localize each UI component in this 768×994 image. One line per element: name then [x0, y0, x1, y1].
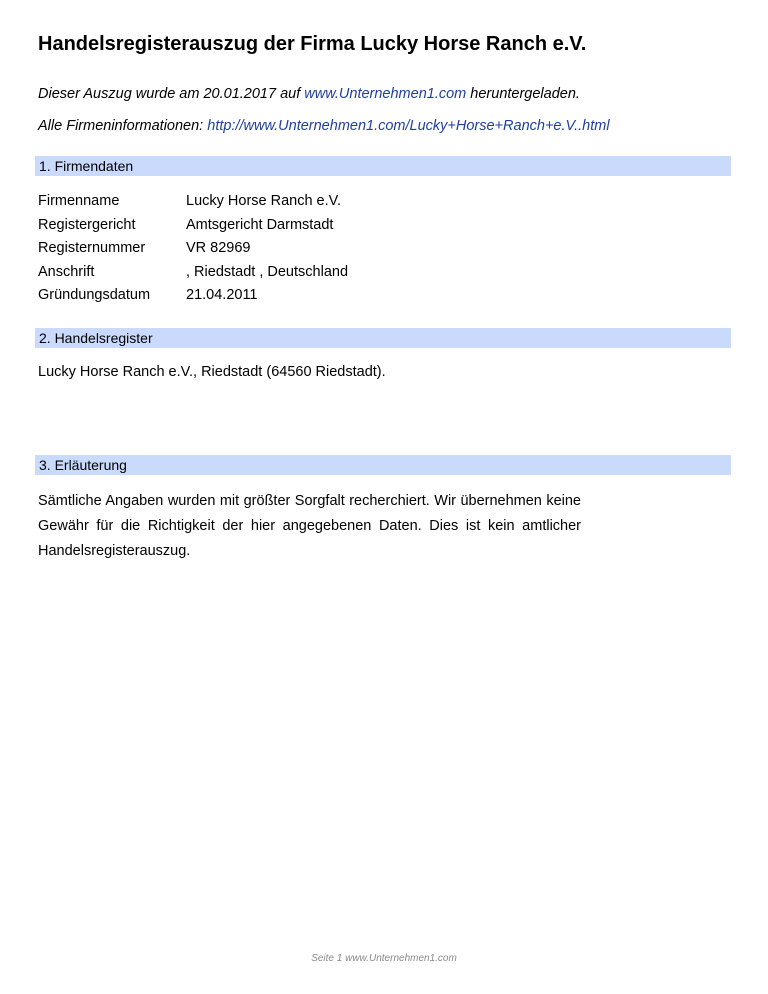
table-row	[38, 286, 718, 310]
company-info-line	[38, 118, 610, 134]
company-data-table	[38, 192, 718, 310]
field-label: Anschrift	[38, 263, 95, 280]
download-info	[38, 86, 580, 102]
field-value: 21.04.2011	[186, 287, 258, 303]
page-footer: Seite 1 www.Unternehmen1.com	[311, 953, 457, 964]
section-heading-handelsregister: 2. Handelsregister	[35, 328, 731, 348]
table-row	[38, 192, 718, 216]
table-row	[38, 239, 718, 263]
field-value: VR 82969	[186, 240, 251, 256]
field-value: , Riedstadt , Deutschland	[186, 263, 349, 280]
page-title: Handelsregisterauszug der Firma Lucky Horse Ranch e.V.	[38, 33, 587, 55]
field-label: Gründungsdatum	[38, 287, 151, 303]
section-heading-erlaeuterung: 3. Erläuterung	[35, 455, 731, 475]
register-entry-text: Lucky Horse Ranch e.V., Riedstadt (64560 Riedstadt).	[38, 364, 386, 380]
info-prefix: Alle Firmeninformationen:	[38, 118, 208, 134]
section-heading-firmendaten: 1. Firmendaten	[35, 156, 731, 176]
table-row	[38, 216, 718, 240]
field-label: Firmenname	[38, 193, 120, 209]
disclaimer-text: Sämtliche Angaben wurden mit größter Sorgfalt recherchiert. Wir übernehmen keine Gewähr für die Richtigkeit der hier angegebenen Daten. Dies ist kein amtlicher Handelsregisterauszug.	[38, 493, 581, 559]
table-row	[38, 263, 718, 287]
field-label: Registergericht	[38, 216, 136, 233]
field-label: Registernummer	[38, 240, 146, 256]
field-value: Amtsgericht Darmstadt	[186, 216, 334, 233]
download-link[interactable]: www.Unternehmen1.com	[304, 86, 467, 102]
download-prefix: Dieser Auszug wurde am 20.01.2017 auf	[38, 86, 305, 102]
company-info-link[interactable]: http://www.Unternehmen1.com/Lucky+Horse+Ranch+e.V..html	[207, 118, 610, 134]
download-suffix: heruntergeladen.	[466, 86, 580, 102]
field-value: Lucky Horse Ranch e.V.	[186, 193, 342, 209]
